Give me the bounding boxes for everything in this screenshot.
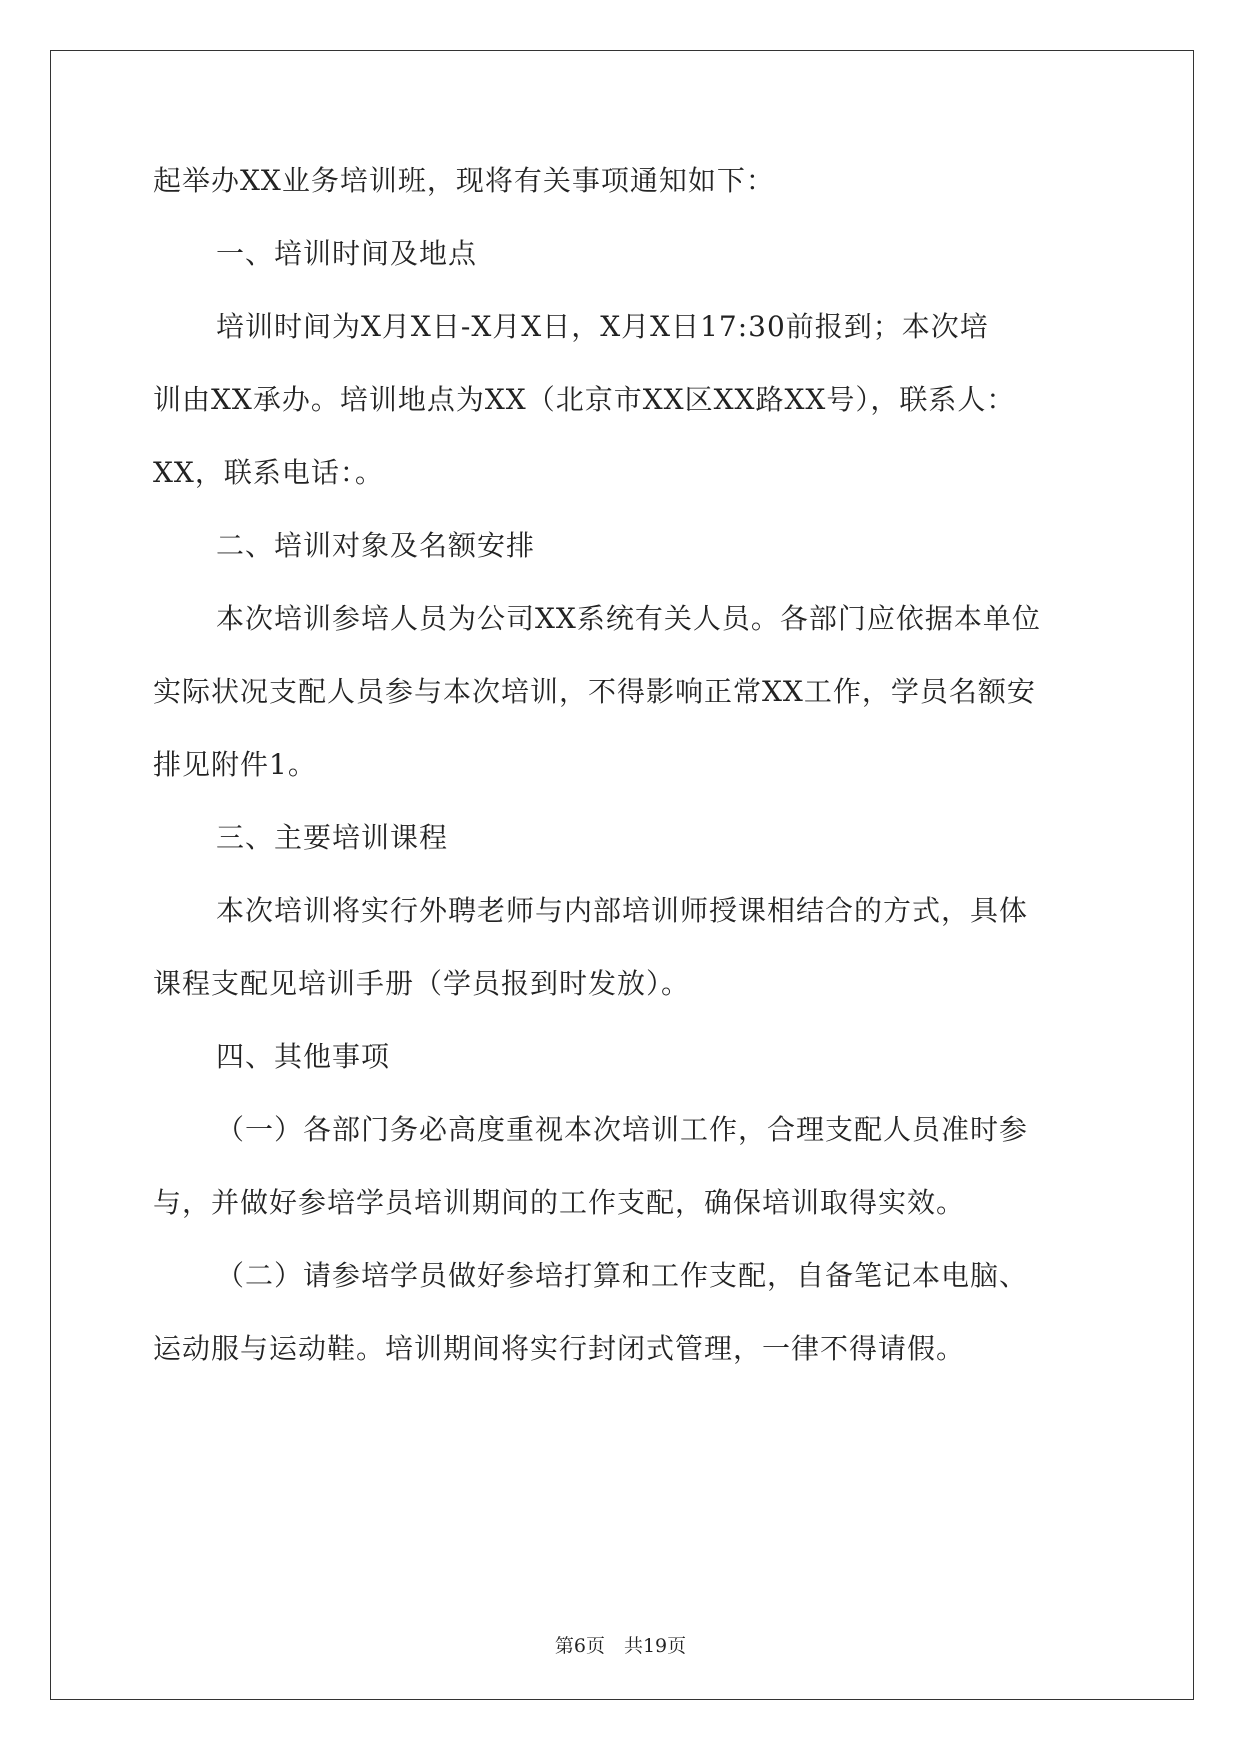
text-line: 本次培训参培人员为公司XX系统有关人员。各部门应依据本单位 bbox=[216, 602, 1041, 635]
text-line: 排见附件1。 bbox=[153, 748, 317, 781]
text-line: 培训时间为X月X日-X月X日，X月X日17:30前报到；本次培 bbox=[216, 310, 989, 343]
text-line: （一）各部门务必高度重视本次培训工作，合理支配人员准时参 bbox=[216, 1113, 1029, 1146]
text-line: 起举办XX业务培训班，现将有关事项通知如下： bbox=[153, 164, 775, 197]
text-line: 与，并做好参培学员培训期间的工作支配，确保培训取得实效。 bbox=[153, 1186, 966, 1219]
text-line: 运动服与运动鞋。培训期间将实行封闭式管理，一律不得请假。 bbox=[153, 1332, 966, 1365]
section-heading: 四、其他事项 bbox=[216, 1040, 391, 1073]
text-line: 训由XX承办。培训地点为XX（北京市XX区XX路XX号），联系人： bbox=[153, 383, 1016, 416]
section-heading: 三、主要培训课程 bbox=[216, 821, 449, 854]
section-heading: 一、培训时间及地点 bbox=[216, 237, 478, 270]
page-number-footer: 第6页 共19页 bbox=[554, 1635, 687, 1657]
text-line: 本次培训将实行外聘老师与内部培训师授课相结合的方式，具体 bbox=[216, 894, 1029, 927]
text-line: （二）请参培学员做好参培打算和工作支配，自备笔记本电脑、 bbox=[216, 1259, 1029, 1292]
text-line: XX，联系电话：。 bbox=[153, 456, 384, 489]
text-line: 实际状况支配人员参与本次培训，不得影响正常XX工作，学员名额安 bbox=[153, 675, 1036, 708]
text-line: 课程支配见培训手册（学员报到时发放）。 bbox=[153, 967, 691, 1000]
section-heading: 二、培训对象及名额安排 bbox=[216, 529, 536, 562]
page-border bbox=[50, 50, 1194, 1700]
